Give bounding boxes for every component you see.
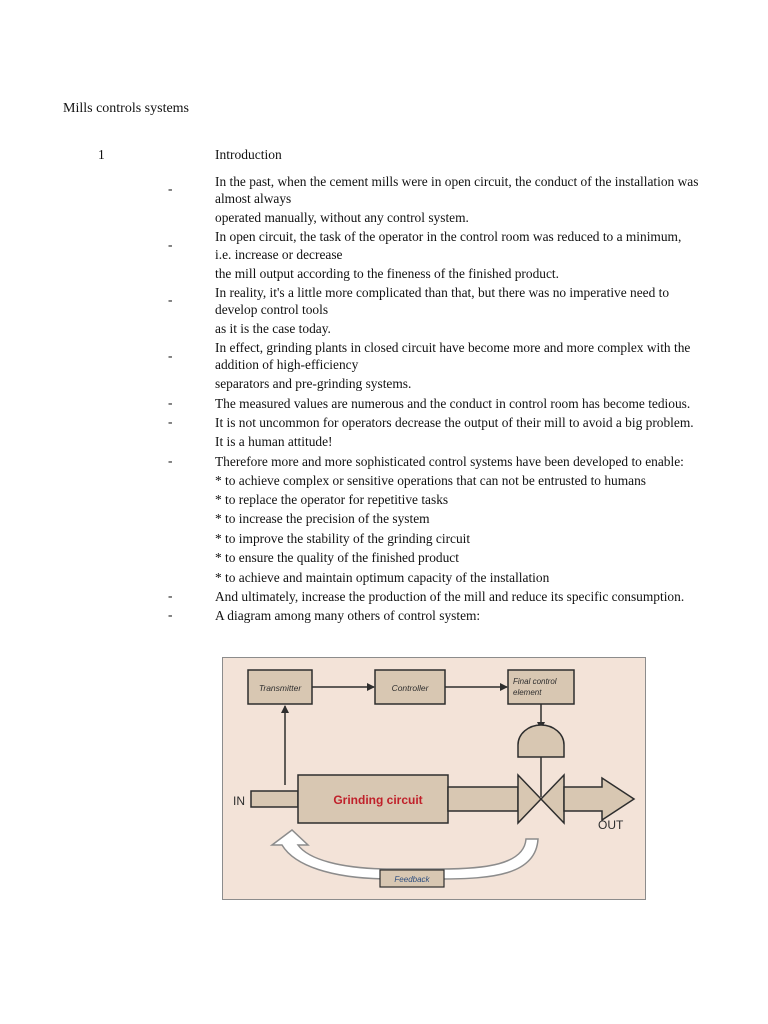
- bullet-dash: -: [168, 588, 173, 603]
- paragraph-line: In reality, it's a little more complicated than that, but there was no imperative need to: [215, 285, 670, 300]
- paragraph-line: The measured values are numerous and the conduct in control room has become tedious.: [215, 396, 691, 411]
- section-title: Introduction: [215, 147, 282, 162]
- list-item: * to improve the stability of the grinding circuit: [215, 531, 471, 546]
- paragraph-line: i.e. increase or decrease: [215, 247, 343, 262]
- bullet-dash: -: [168, 453, 173, 468]
- list-item: * to ensure the quality of the finished product: [215, 550, 459, 565]
- list-item: * to achieve and maintain optimum capacity of the installation: [215, 570, 550, 585]
- input-label: IN: [233, 794, 245, 808]
- list-item: * to replace the operator for repetitive tasks: [215, 492, 449, 507]
- paragraph-line: In effect, grinding plants in closed circuit have become more and more complex with the: [215, 340, 691, 355]
- list-item: * to increase the precision of the system: [215, 511, 430, 526]
- bullet-dash: -: [168, 292, 173, 307]
- section-number: 1: [98, 147, 105, 162]
- grinding-circuit-label: Grinding circuit: [333, 793, 423, 807]
- output-pipe: [448, 787, 518, 811]
- control-system-diagram: [222, 657, 646, 900]
- output-label: OUT: [598, 818, 624, 832]
- transmitter-label: Transmitter: [258, 683, 302, 693]
- paragraph-line: develop control tools: [215, 302, 329, 317]
- bullet-dash: -: [168, 181, 173, 196]
- valve-actuator-dome: [518, 725, 564, 757]
- paragraph-line: A diagram among many others of control system:: [215, 608, 481, 623]
- paragraph-line: In open circuit, the task of the operator in the control room was reduced to a minimum,: [215, 229, 682, 244]
- paragraph-line: It is not uncommon for operators decrease the output of their mill to avoid a big problem.: [215, 415, 694, 430]
- document-title: Mills controls systems: [63, 101, 190, 116]
- final-control-label-line2: element: [513, 688, 542, 697]
- bullet-dash: -: [168, 607, 173, 622]
- paragraph-line: It is a human attitude!: [215, 434, 333, 449]
- paragraph-line: separators and pre-grinding systems.: [215, 376, 412, 391]
- bullet-dash: -: [168, 414, 173, 429]
- paragraph-line: And ultimately, increase the production of the mill and reduce its specific consumption.: [215, 589, 685, 604]
- paragraph-line: operated manually, without any control system.: [215, 210, 469, 225]
- final-control-label-line1: Final control: [513, 677, 557, 686]
- control-diagram-svg: [222, 657, 646, 900]
- bullet-dash: -: [168, 395, 173, 410]
- paragraph-line: In the past, when the cement mills were in open circuit, the conduct of the installation was: [215, 174, 699, 189]
- feedback-label: Feedback: [394, 875, 430, 884]
- paragraph-line: almost always: [215, 191, 292, 206]
- final-control-element-box: [508, 670, 574, 704]
- input-pipe: [251, 791, 298, 807]
- paragraph-line: Therefore more and more sophisticated control systems have been developed to enable:: [215, 454, 684, 469]
- bullet-dash: -: [168, 237, 173, 252]
- list-item: * to achieve complex or sensitive operations that can not be entrusted to humans: [215, 473, 646, 488]
- paragraph-line: the mill output according to the fineness of the finished product.: [215, 266, 559, 281]
- paragraph-line: as it is the case today.: [215, 321, 331, 336]
- controller-label: Controller: [391, 683, 429, 693]
- paragraph-line: addition of high-efficiency: [215, 357, 359, 372]
- bullet-dash: -: [168, 348, 173, 363]
